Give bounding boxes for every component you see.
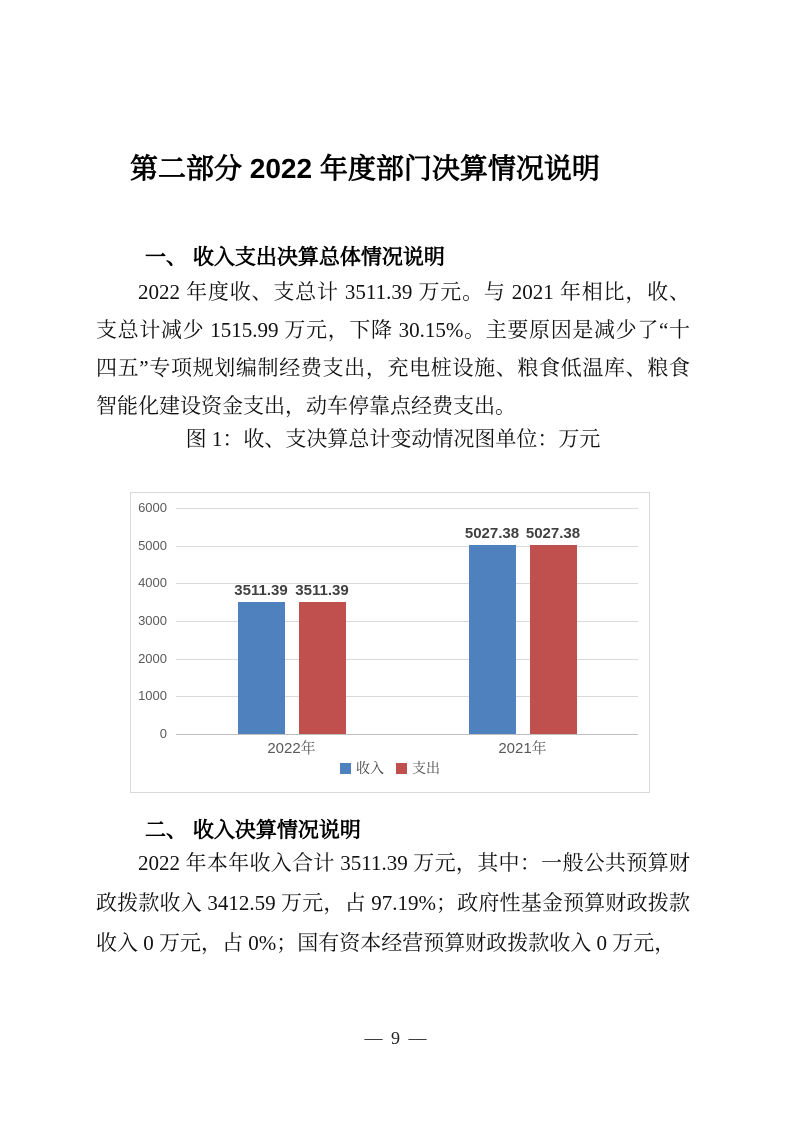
x-axis-category-label: 2022年 (267, 740, 316, 757)
bar-data-label: 5027.38 (525, 524, 581, 542)
document-title: 第二部分 2022 年度部门决算情况说明 (130, 153, 600, 184)
bar-series-0-cat-0 (238, 602, 285, 734)
legend-swatch-icon (396, 763, 407, 774)
section-1-paragraph: 2022 年度收、支总计 3511.39 万元。与 2021 年相比，收、支总计减少 1515.99 万元，下降 30.15%。主要原因是减少了“十四五”专项规划编制经费支出，充电桩设施、粮食低温库、粮食智能化建设资金支出，动车停靠点经费支出。 (96, 280, 690, 418)
page-number: — 9 — (364, 1028, 429, 1048)
bar-series-1-cat-0 (299, 602, 346, 734)
bar-data-label: 5027.38 (464, 524, 520, 542)
chart-legend (131, 758, 649, 778)
y-axis-tick-label: 2000 (138, 650, 167, 666)
bar-series-1-cat-1 (530, 545, 577, 734)
figure-1-caption: 图 1：收、支决算总计变动情况图单位：万元 (185, 427, 601, 451)
y-axis-tick-label: 0 (159, 726, 167, 741)
section-2-paragraph: 2022 年本年收入合计 3511.39 万元，其中：一般公共预算财政拨款收入 3412.59 万元，占 97.19%；政府性基金预算财政拨款收入 0 万元，占 0%；国有资本经营预算财政拨款收入 0 万元， (96, 851, 690, 955)
y-axis-tick-label: 1000 (138, 688, 167, 704)
y-axis-tick-label: 3000 (138, 613, 167, 628)
chart-gridline (176, 734, 638, 735)
chart-gridline (176, 508, 638, 509)
bar-data-label: 3511.39 (234, 581, 288, 599)
x-axis-category-label: 2021年 (498, 740, 547, 757)
y-axis-tick-label: 6000 (138, 500, 167, 515)
legend-label: 支出 (412, 760, 440, 776)
bar-data-label: 3511.39 (295, 581, 349, 599)
bar-series-0-cat-1 (469, 545, 516, 734)
section-2-heading: 二、 收入决算情况说明 (145, 819, 361, 842)
legend-swatch-icon (340, 763, 351, 774)
legend-item (340, 758, 384, 778)
legend-label: 收入 (356, 760, 384, 776)
legend-item (396, 758, 440, 778)
y-axis-tick-label: 5000 (138, 537, 167, 553)
y-axis-tick-label: 4000 (138, 575, 167, 591)
section-1-heading: 一、 收入支出决算总体情况说明 (145, 246, 445, 269)
bar-chart (130, 492, 650, 793)
